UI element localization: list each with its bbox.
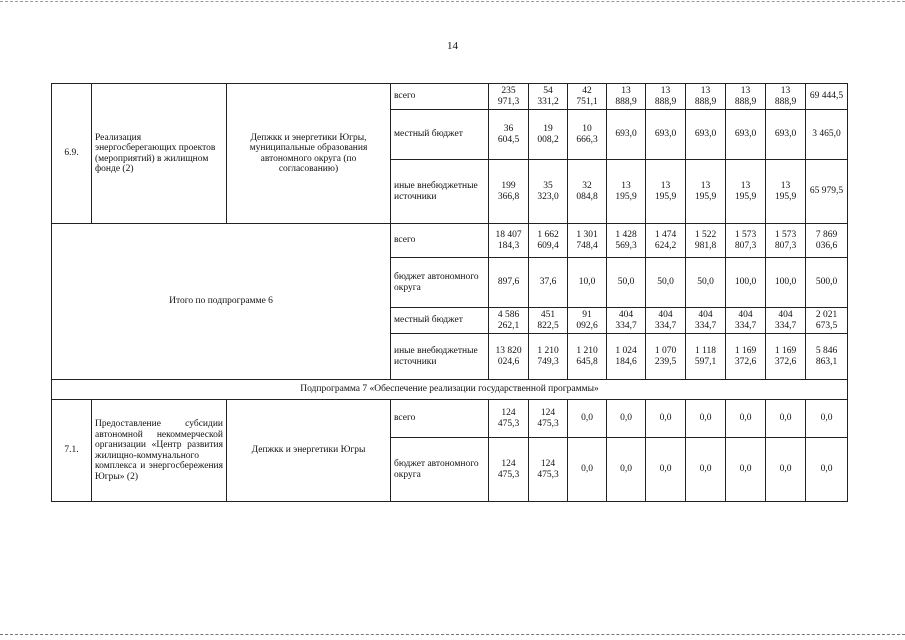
table-row [52, 84, 848, 110]
value-cell: 13 888,9 [607, 84, 646, 110]
value-cell: 10,0 [568, 258, 607, 308]
value-cell: 451 822,5 [529, 308, 568, 334]
value-cell: 1 169 372,6 [726, 334, 766, 380]
subprogram-total-label: Итого по подпрограмме 6 [52, 224, 391, 380]
value-cell: 69 444,5 [806, 84, 848, 110]
scan-edge-bottom [0, 634, 905, 635]
funding-source: иные внебюджетные источники [391, 334, 489, 380]
value-cell: 0,0 [806, 438, 848, 502]
value-cell: 50,0 [607, 258, 646, 308]
value-cell: 5 846 863,1 [806, 334, 848, 380]
value-cell: 693,0 [766, 110, 806, 160]
value-cell: 32 084,8 [568, 160, 607, 224]
value-cell: 124 475,3 [489, 400, 529, 438]
value-cell: 1 522 981,8 [686, 224, 726, 258]
value-cell: 13 195,9 [607, 160, 646, 224]
value-cell: 13 888,9 [726, 84, 766, 110]
value-cell: 897,6 [489, 258, 529, 308]
table-row [52, 400, 848, 438]
table-row [52, 224, 848, 258]
value-cell: 404 334,7 [646, 308, 686, 334]
value-cell: 0,0 [686, 438, 726, 502]
value-cell: 50,0 [686, 258, 726, 308]
value-cell: 54 331,2 [529, 84, 568, 110]
funding-source: всего [391, 224, 489, 258]
value-cell: 693,0 [607, 110, 646, 160]
value-cell: 91 092,6 [568, 308, 607, 334]
value-cell: 404 334,7 [766, 308, 806, 334]
funding-source: всего [391, 400, 489, 438]
value-cell: 65 979,5 [806, 160, 848, 224]
value-cell: 199 366,8 [489, 160, 529, 224]
value-cell: 693,0 [726, 110, 766, 160]
value-cell: 13 195,9 [726, 160, 766, 224]
value-cell: 1 428 569,3 [607, 224, 646, 258]
value-cell: 50,0 [646, 258, 686, 308]
executor: Депжкк и энергетики Югры [227, 400, 391, 502]
value-cell: 693,0 [686, 110, 726, 160]
value-cell: 13 195,9 [686, 160, 726, 224]
value-cell: 0,0 [726, 438, 766, 502]
budget-table [51, 83, 848, 502]
value-cell: 18 407 184,3 [489, 224, 529, 258]
value-cell: 404 334,7 [607, 308, 646, 334]
value-cell: 2 021 673,5 [806, 308, 848, 334]
value-cell: 0,0 [766, 438, 806, 502]
scan-edge-top [0, 1, 905, 2]
value-cell: 124 475,3 [489, 438, 529, 502]
value-cell: 0,0 [607, 438, 646, 502]
measure-name: Предоставление субсидии автономной некоммерческой организации «Центр развития жилищно-коммунального комплекса и энергосбережения Югры» (2) [92, 400, 227, 502]
value-cell: 13 888,9 [646, 84, 686, 110]
value-cell: 10 666,3 [568, 110, 607, 160]
table-row [52, 380, 848, 400]
value-cell: 3 465,0 [806, 110, 848, 160]
subprogram-heading: Подпрограмма 7 «Обеспечение реализации государственной программы» [52, 380, 848, 400]
value-cell: 13 888,9 [766, 84, 806, 110]
value-cell: 100,0 [766, 258, 806, 308]
value-cell: 13 195,9 [766, 160, 806, 224]
executor: Депжкк и энергетики Югры, муниципальные образования автономного округа (по согласованию) [227, 84, 391, 224]
value-cell: 235 971,3 [489, 84, 529, 110]
row-index: 7.1. [52, 400, 92, 502]
row-index: 6.9. [52, 84, 92, 224]
value-cell: 13 195,9 [646, 160, 686, 224]
value-cell: 0,0 [806, 400, 848, 438]
funding-source: местный бюджет [391, 308, 489, 334]
value-cell: 1 573 807,3 [726, 224, 766, 258]
value-cell: 0,0 [766, 400, 806, 438]
value-cell: 19 008,2 [529, 110, 568, 160]
value-cell: 1 662 609,4 [529, 224, 568, 258]
funding-source: иные внебюджетные источники [391, 160, 489, 224]
value-cell: 37,6 [529, 258, 568, 308]
value-cell: 13 888,9 [686, 84, 726, 110]
measure-name: Реализация энергосберегающих проектов (мероприятий) в жилищном фонде (2) [92, 84, 227, 224]
value-cell: 1 573 807,3 [766, 224, 806, 258]
value-cell: 13 820 024,6 [489, 334, 529, 380]
value-cell: 42 751,1 [568, 84, 607, 110]
value-cell: 35 323,0 [529, 160, 568, 224]
value-cell: 100,0 [726, 258, 766, 308]
value-cell: 1 024 184,6 [607, 334, 646, 380]
value-cell: 0,0 [607, 400, 646, 438]
value-cell: 404 334,7 [686, 308, 726, 334]
value-cell: 1 210 749,3 [529, 334, 568, 380]
value-cell: 1 210 645,8 [568, 334, 607, 380]
value-cell: 500,0 [806, 258, 848, 308]
value-cell: 4 586 262,1 [489, 308, 529, 334]
value-cell: 124 475,3 [529, 400, 568, 438]
value-cell: 1 301 748,4 [568, 224, 607, 258]
value-cell: 36 604,5 [489, 110, 529, 160]
value-cell: 124 475,3 [529, 438, 568, 502]
value-cell: 1 474 624,2 [646, 224, 686, 258]
value-cell: 693,0 [646, 110, 686, 160]
value-cell: 0,0 [568, 400, 607, 438]
value-cell: 0,0 [686, 400, 726, 438]
value-cell: 1 169 372,6 [766, 334, 806, 380]
value-cell: 1 118 597,1 [686, 334, 726, 380]
value-cell: 7 869 036,6 [806, 224, 848, 258]
value-cell: 1 070 239,5 [646, 334, 686, 380]
funding-source: бюджет автономного округа [391, 258, 489, 308]
value-cell: 0,0 [646, 438, 686, 502]
funding-source: бюджет автономного округа [391, 438, 489, 502]
funding-source: всего [391, 84, 489, 110]
value-cell: 0,0 [568, 438, 607, 502]
value-cell: 404 334,7 [726, 308, 766, 334]
funding-source: местный бюджет [391, 110, 489, 160]
value-cell: 0,0 [646, 400, 686, 438]
value-cell: 0,0 [726, 400, 766, 438]
page-number: 14 [447, 40, 458, 52]
